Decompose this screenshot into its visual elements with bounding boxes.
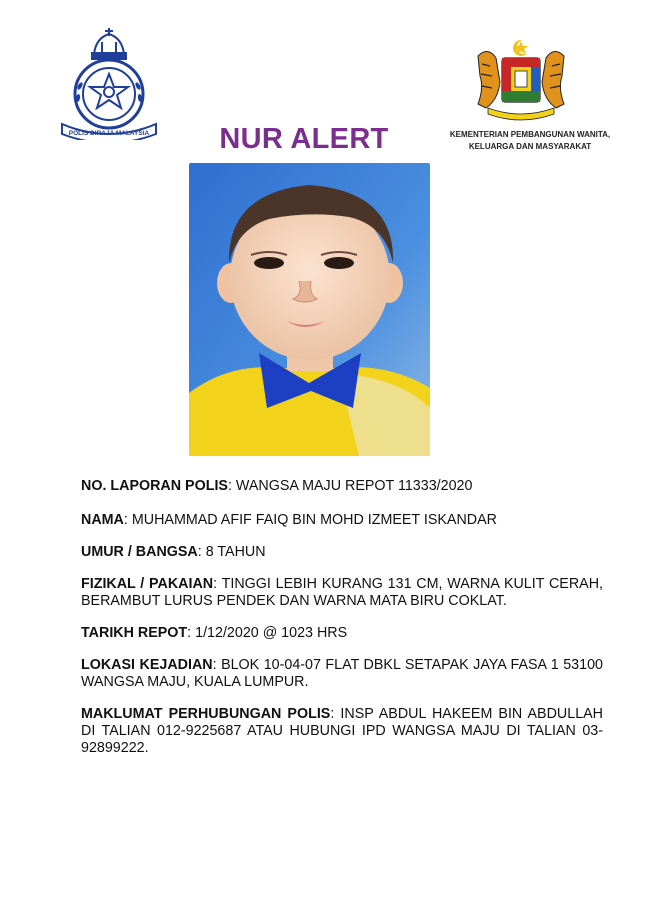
detail-value: INSP ABDUL HAKEEM BIN ABDULLAH DI TALIAN 012-9225687 ATAU HUBUNGI IPD WANGSA MAJU DI TALIAN 03-92899222. bbox=[81, 706, 604, 756]
malaysia-coat-of-arms-icon bbox=[468, 38, 574, 122]
detail-label: FIZIKAL / PAKAIAN bbox=[81, 576, 214, 592]
detail-police-contact bbox=[81, 706, 603, 757]
detail-value: MUHAMMAD AFIF FAIQ BIN MOHD IZMEET ISKANDAR bbox=[131, 512, 497, 528]
detail-label: UMUR / BANGSA bbox=[81, 544, 198, 560]
detail-separator: : bbox=[330, 706, 341, 722]
ministry-name-line-1: KEMENTERIAN PEMBANGUNAN WANITA, bbox=[449, 130, 611, 139]
detail-label: LOKASI KEJADIAN bbox=[81, 657, 213, 673]
detail-separator: : bbox=[227, 478, 236, 494]
detail-name bbox=[81, 512, 603, 529]
detail-police-report-no bbox=[81, 478, 603, 495]
detail-value: 1/12/2020 @ 1023 HRS bbox=[195, 625, 348, 641]
detail-value: WANGSA MAJU REPOT 11333/2020 bbox=[235, 478, 473, 494]
detail-value: BLOK 10-04-07 FLAT DBKL SETAPAK JAYA FASA 1 53100 WANGSA MAJU, KUALA LUMPUR. bbox=[81, 657, 603, 690]
alert-details bbox=[81, 478, 603, 772]
detail-separator: : bbox=[213, 576, 222, 592]
detail-label: MAKLUMAT PERHUBUNGAN POLIS bbox=[81, 706, 331, 722]
detail-separator: : bbox=[212, 657, 222, 673]
detail-incident-location bbox=[81, 657, 603, 691]
detail-separator: : bbox=[187, 625, 196, 641]
detail-separator: : bbox=[197, 544, 206, 560]
detail-value: TINGGI LEBIH KURANG 131 CM, WARNA KULIT CERAH, BERAMBUT LURUS PENDEK DAN WARNA MATA BIRU COKLAT. bbox=[81, 576, 603, 609]
detail-age-race bbox=[81, 544, 603, 561]
crest-ribbon-text: POLIS DIRAJA MALAYSIA bbox=[68, 130, 150, 137]
detail-physical-clothing bbox=[81, 576, 603, 610]
detail-label: NO. LAPORAN POLIS bbox=[81, 478, 228, 494]
detail-value: 8 TAHUN bbox=[205, 544, 266, 560]
missing-child-portrait-photo bbox=[189, 163, 430, 456]
detail-label: TARIKH REPOT bbox=[81, 625, 188, 641]
detail-label: NAMA bbox=[81, 512, 124, 528]
ministry-name-line-2: KELUARGA DAN MASYARAKAT bbox=[468, 142, 592, 151]
poster-title: NUR ALERT bbox=[219, 123, 389, 155]
detail-separator: : bbox=[123, 512, 132, 528]
ministry-name bbox=[430, 129, 630, 153]
detail-report-date bbox=[81, 625, 603, 642]
